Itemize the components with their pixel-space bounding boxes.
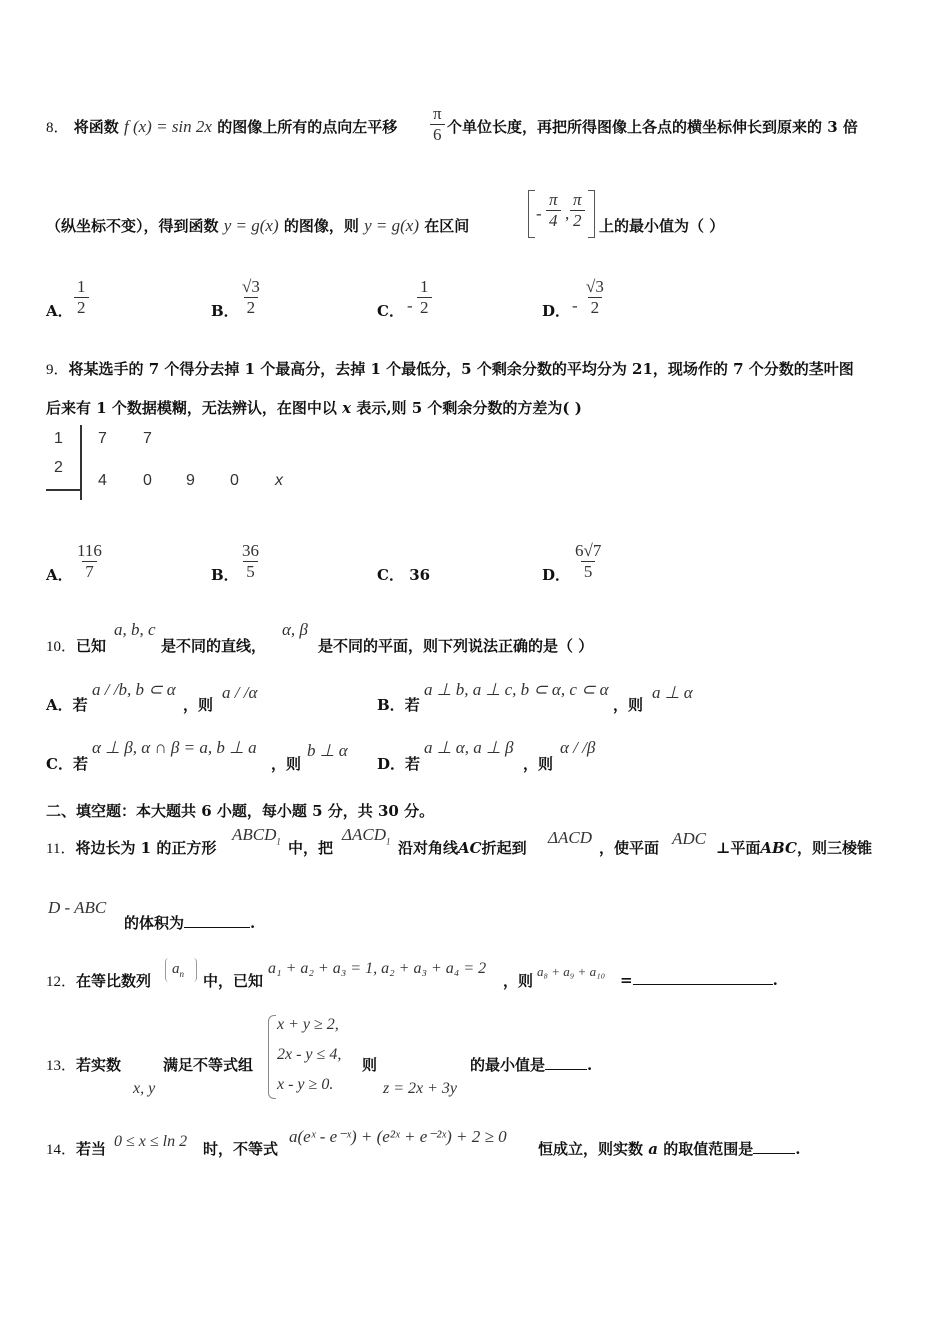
q11-number: 11． <box>46 841 76 857</box>
math-text: ABCD <box>232 825 277 844</box>
q9-x: x <box>342 399 352 417</box>
q13-inequality: x + y ≥ 2, <box>277 1016 339 1033</box>
leaf: 0 <box>143 472 152 489</box>
fraction-denominator: 6 <box>430 124 445 145</box>
q8-shift-fraction <box>430 104 445 145</box>
stem-1: 1 <box>54 430 63 447</box>
q10-option-b[interactable] <box>377 694 420 715</box>
q8-line2 <box>46 215 469 236</box>
q14-text: 若当 <box>76 1140 107 1158</box>
answer-blank[interactable] <box>184 913 250 928</box>
fraction-numerator: √3 <box>242 277 260 296</box>
option-condition: α ⊥ β, α ∩ β = a, b ⊥ a <box>92 738 257 757</box>
option-text: 若 <box>72 755 88 773</box>
option-label: C． <box>46 755 73 773</box>
q8-g-function: y = g(x) <box>364 216 420 235</box>
option-text: ，则 <box>271 755 302 773</box>
q8-option-d[interactable] <box>542 300 570 321</box>
option-label: C． <box>377 566 404 584</box>
subscript: 1 <box>276 836 281 847</box>
q12-answer <box>620 970 778 989</box>
fraction-numerator: 36 <box>242 541 259 560</box>
q13-objective: z = 2x + 3y <box>383 1080 458 1097</box>
option-condition: a ⊥ b, a ⊥ c, b ⊂ α, c ⊂ α <box>424 680 609 699</box>
q11-text: 沿对角线 <box>398 839 459 857</box>
q14-inequality: a(eˣ - e⁻ˣ) + (e²ˣ + e⁻²ˣ) + 2 ≥ 0 <box>289 1127 507 1146</box>
q13-number: 13． <box>46 1058 77 1074</box>
q14-number: 14． <box>46 1142 77 1158</box>
q12-target: a₈ + a₉ + a₁₀ <box>537 964 606 979</box>
q9-text: 表示,则 5 个剩余分数的方差为( ) <box>356 399 582 417</box>
q8-number: 8． <box>46 120 69 136</box>
q13-inequality: x - y ≥ 0. <box>277 1076 334 1093</box>
q10-option-d[interactable] <box>377 753 420 774</box>
answer-blank[interactable] <box>545 1055 587 1070</box>
fraction-denominator: 2 <box>570 210 585 231</box>
interval-right-fraction <box>570 190 585 231</box>
q11-text: . <box>250 914 256 932</box>
leaf: 7 <box>143 430 152 447</box>
fraction-numerator: 1 <box>77 277 86 296</box>
option-text: ，则 <box>523 755 554 773</box>
q13-text: . <box>587 1056 593 1074</box>
q13-text: 的最小值是 <box>470 1056 546 1074</box>
fraction-numerator: π <box>433 104 442 123</box>
q12-line <box>46 970 151 991</box>
q8-text: 的图像上所有的点向左平移 <box>217 118 398 136</box>
q11-triangle2: ΔACD <box>548 828 592 847</box>
q13-variables: x, y <box>133 1080 156 1097</box>
math-text: a <box>172 961 180 977</box>
q14-text: . <box>795 1140 801 1158</box>
q13-text: 则 <box>362 1056 378 1074</box>
q12-condition: a₁ + a₂ + a₃ = 1, a₂ + a₃ + a₄ = 2 <box>268 960 487 977</box>
q11-text: 中，把 <box>288 839 334 857</box>
leaf: 0 <box>230 472 239 489</box>
q9-option-b[interactable] <box>211 564 239 585</box>
q9-option-a-fraction <box>74 541 105 582</box>
q10-text: 是不同的直线， <box>161 637 267 655</box>
option-label: B． <box>377 696 405 714</box>
interval-separator: , <box>565 204 570 223</box>
q11-text: 将边长为 1 的正方形 <box>75 839 217 857</box>
fraction-denominator: 2 <box>74 297 89 318</box>
q9-text: 将某选手的 7 个得分去掉 1 个最高分，去掉 1 个最低分，5 个剩余分数的平均分为 21，现场作的 7 个分数的茎叶图 <box>68 360 854 378</box>
option-conclusion: α / /β <box>560 738 596 757</box>
subscript: 1 <box>385 836 391 847</box>
option-value: 36 <box>409 566 431 584</box>
q11-line2 <box>124 912 255 933</box>
stem-underline <box>46 489 80 491</box>
option-text: 若 <box>72 696 88 714</box>
option-text: ，则 <box>183 696 214 714</box>
fraction-denominator: 4 <box>546 210 561 231</box>
q10-option-a[interactable] <box>46 694 88 715</box>
interval-left-fraction <box>546 190 561 231</box>
minus-sign: - <box>407 296 413 315</box>
fraction-numerator: 116 <box>77 541 102 560</box>
q11-text: 折起到 <box>481 839 527 857</box>
option-label: A． <box>46 302 73 320</box>
q9-option-a[interactable] <box>46 564 73 585</box>
q8-g-function: y = g(x) <box>223 216 279 235</box>
answer-blank[interactable] <box>753 1139 795 1154</box>
q11-end <box>716 837 872 858</box>
stem-divider <box>80 425 82 500</box>
q10-number: 10． <box>46 639 77 655</box>
q10-text: 是不同的平面，则下列说法正确的是（ ） <box>318 637 594 655</box>
q14-text: 的取值范围是 <box>663 1140 754 1158</box>
math-text: ΔACD <box>342 825 386 844</box>
q8-option-a[interactable] <box>46 300 73 321</box>
fraction-denominator: 5 <box>581 561 596 582</box>
q14-a: a <box>648 1140 658 1158</box>
option-conclusion: a ⊥ α <box>652 683 693 702</box>
q8-line1-end: 个单位长度，再把所得图像上各点的横坐标伸长到原来的 3 倍 <box>447 118 858 136</box>
option-conclusion: b ⊥ α <box>307 741 348 760</box>
q10-text: 已知 <box>76 637 107 655</box>
q14-range: 0 ≤ x ≤ ln 2 <box>114 1133 188 1150</box>
q10-lines: a, b, c <box>114 620 156 639</box>
q14-line <box>46 1138 106 1159</box>
q12-text: 中，已知 <box>203 972 264 990</box>
fraction-numerator: 1 <box>420 277 429 296</box>
q8-option-c-fraction <box>417 277 432 318</box>
interval-right-bracket <box>588 190 595 238</box>
system-brace <box>268 1015 276 1099</box>
q11-text: ⊥平面 <box>716 839 761 857</box>
q12-text: . <box>772 971 778 989</box>
q11-ac: AC <box>458 839 482 857</box>
q12-number: 12． <box>46 974 77 990</box>
q8-option-a-fraction <box>74 277 89 318</box>
fraction-numerator: 6√7 <box>575 541 602 560</box>
option-text: 若 <box>404 696 420 714</box>
option-text: ，则 <box>613 696 644 714</box>
q13-answer <box>470 1054 592 1075</box>
q13-text: 若实数 <box>76 1056 122 1074</box>
q11-text: ，则三棱锥 <box>796 839 872 857</box>
subscript: n <box>179 969 184 979</box>
option-label: B． <box>211 566 239 584</box>
option-label: D． <box>542 566 571 584</box>
q8-text: 的图像，则 <box>283 217 359 235</box>
fraction-numerator: π <box>549 190 558 209</box>
fraction-denominator: 2 <box>417 297 432 318</box>
fraction-denominator: 2 <box>588 297 603 318</box>
q8-text: 将函数 <box>73 118 119 136</box>
interval-minus: - <box>536 204 542 223</box>
q11-mid <box>398 837 527 858</box>
q8-option-b-fraction <box>239 277 263 318</box>
q11-abc: ABC <box>760 839 797 857</box>
q11-pyramid: D - ABC <box>48 898 107 917</box>
fraction-denominator: 2 <box>244 297 259 318</box>
q8-text: （纵坐标不变），得到函数 <box>46 217 219 235</box>
fraction-numerator: π <box>573 190 582 209</box>
q8-option-b[interactable] <box>211 300 239 321</box>
interval-left-bracket <box>528 190 535 238</box>
leaf-unknown: x <box>275 472 283 489</box>
q10-line <box>46 635 106 656</box>
q14-text: 时，不等式 <box>203 1140 279 1158</box>
q9-option-d-fraction <box>572 541 604 582</box>
answer-blank[interactable] <box>633 970 773 985</box>
q9-option-d[interactable] <box>542 564 570 585</box>
fraction-numerator: √3 <box>586 277 604 296</box>
q10-option-c[interactable] <box>46 753 88 774</box>
q10-planes: α, β <box>282 620 308 639</box>
option-label: D． <box>542 302 571 320</box>
q13-text: 满足不等式组 <box>163 1056 254 1074</box>
option-condition: a ⊥ α, a ⊥ β <box>424 738 514 757</box>
q8-option-d-fraction <box>583 277 607 318</box>
q9-number: 9． <box>46 362 69 378</box>
section-heading: 二、填空题：本大题共 6 小题，每小题 5 分，共 30 分。 <box>46 802 435 820</box>
q8-line1 <box>46 116 397 137</box>
q14-end <box>538 1138 800 1159</box>
option-conclusion: a / /α <box>222 683 258 702</box>
q8-text: 在区间 <box>424 217 470 235</box>
q11-line1 <box>46 837 216 858</box>
q11-text: 的体积为 <box>124 914 185 932</box>
option-label: C． <box>377 302 404 320</box>
q9-option-b-fraction <box>239 541 262 582</box>
option-label: D． <box>377 755 406 773</box>
q9-text: 后来有 1 个数据模糊，无法辨认，在图中以 <box>46 399 337 417</box>
option-text: 若 <box>405 755 421 773</box>
leaf: 4 <box>98 472 107 489</box>
q11-triangle <box>342 825 390 846</box>
option-condition: a / /b, b ⊂ α <box>92 680 176 699</box>
fraction-denominator: 5 <box>243 561 258 582</box>
q12-text: ，则 <box>503 972 534 990</box>
minus-sign: - <box>572 296 578 315</box>
q9-line2 <box>46 397 582 418</box>
option-label: B． <box>211 302 239 320</box>
q13-inequality: 2x - y ≤ 4, <box>277 1046 342 1063</box>
option-label: A． <box>46 696 73 714</box>
q12-text: 在等比数列 <box>76 972 152 990</box>
q8-function: f (x) = sin 2x <box>124 117 212 136</box>
q8-line2-end: 上的最小值为（ ） <box>599 217 725 235</box>
q9-option-c[interactable] <box>377 564 430 585</box>
stem-2: 2 <box>54 459 63 476</box>
leaf: 7 <box>98 430 107 447</box>
q8-option-c[interactable] <box>377 300 404 321</box>
q13-line <box>46 1054 121 1075</box>
q12-sequence <box>172 961 184 979</box>
leaf: 9 <box>186 472 195 489</box>
option-label: A． <box>46 566 73 584</box>
q14-text: 恒成立，则实数 <box>538 1140 644 1158</box>
q9-line1 <box>46 358 854 379</box>
q11-plane: ADC <box>672 829 706 848</box>
q12-text: = <box>620 971 633 989</box>
q11-square <box>232 825 281 846</box>
fraction-denominator: 7 <box>82 561 97 582</box>
q11-text: ，使平面 <box>599 839 660 857</box>
